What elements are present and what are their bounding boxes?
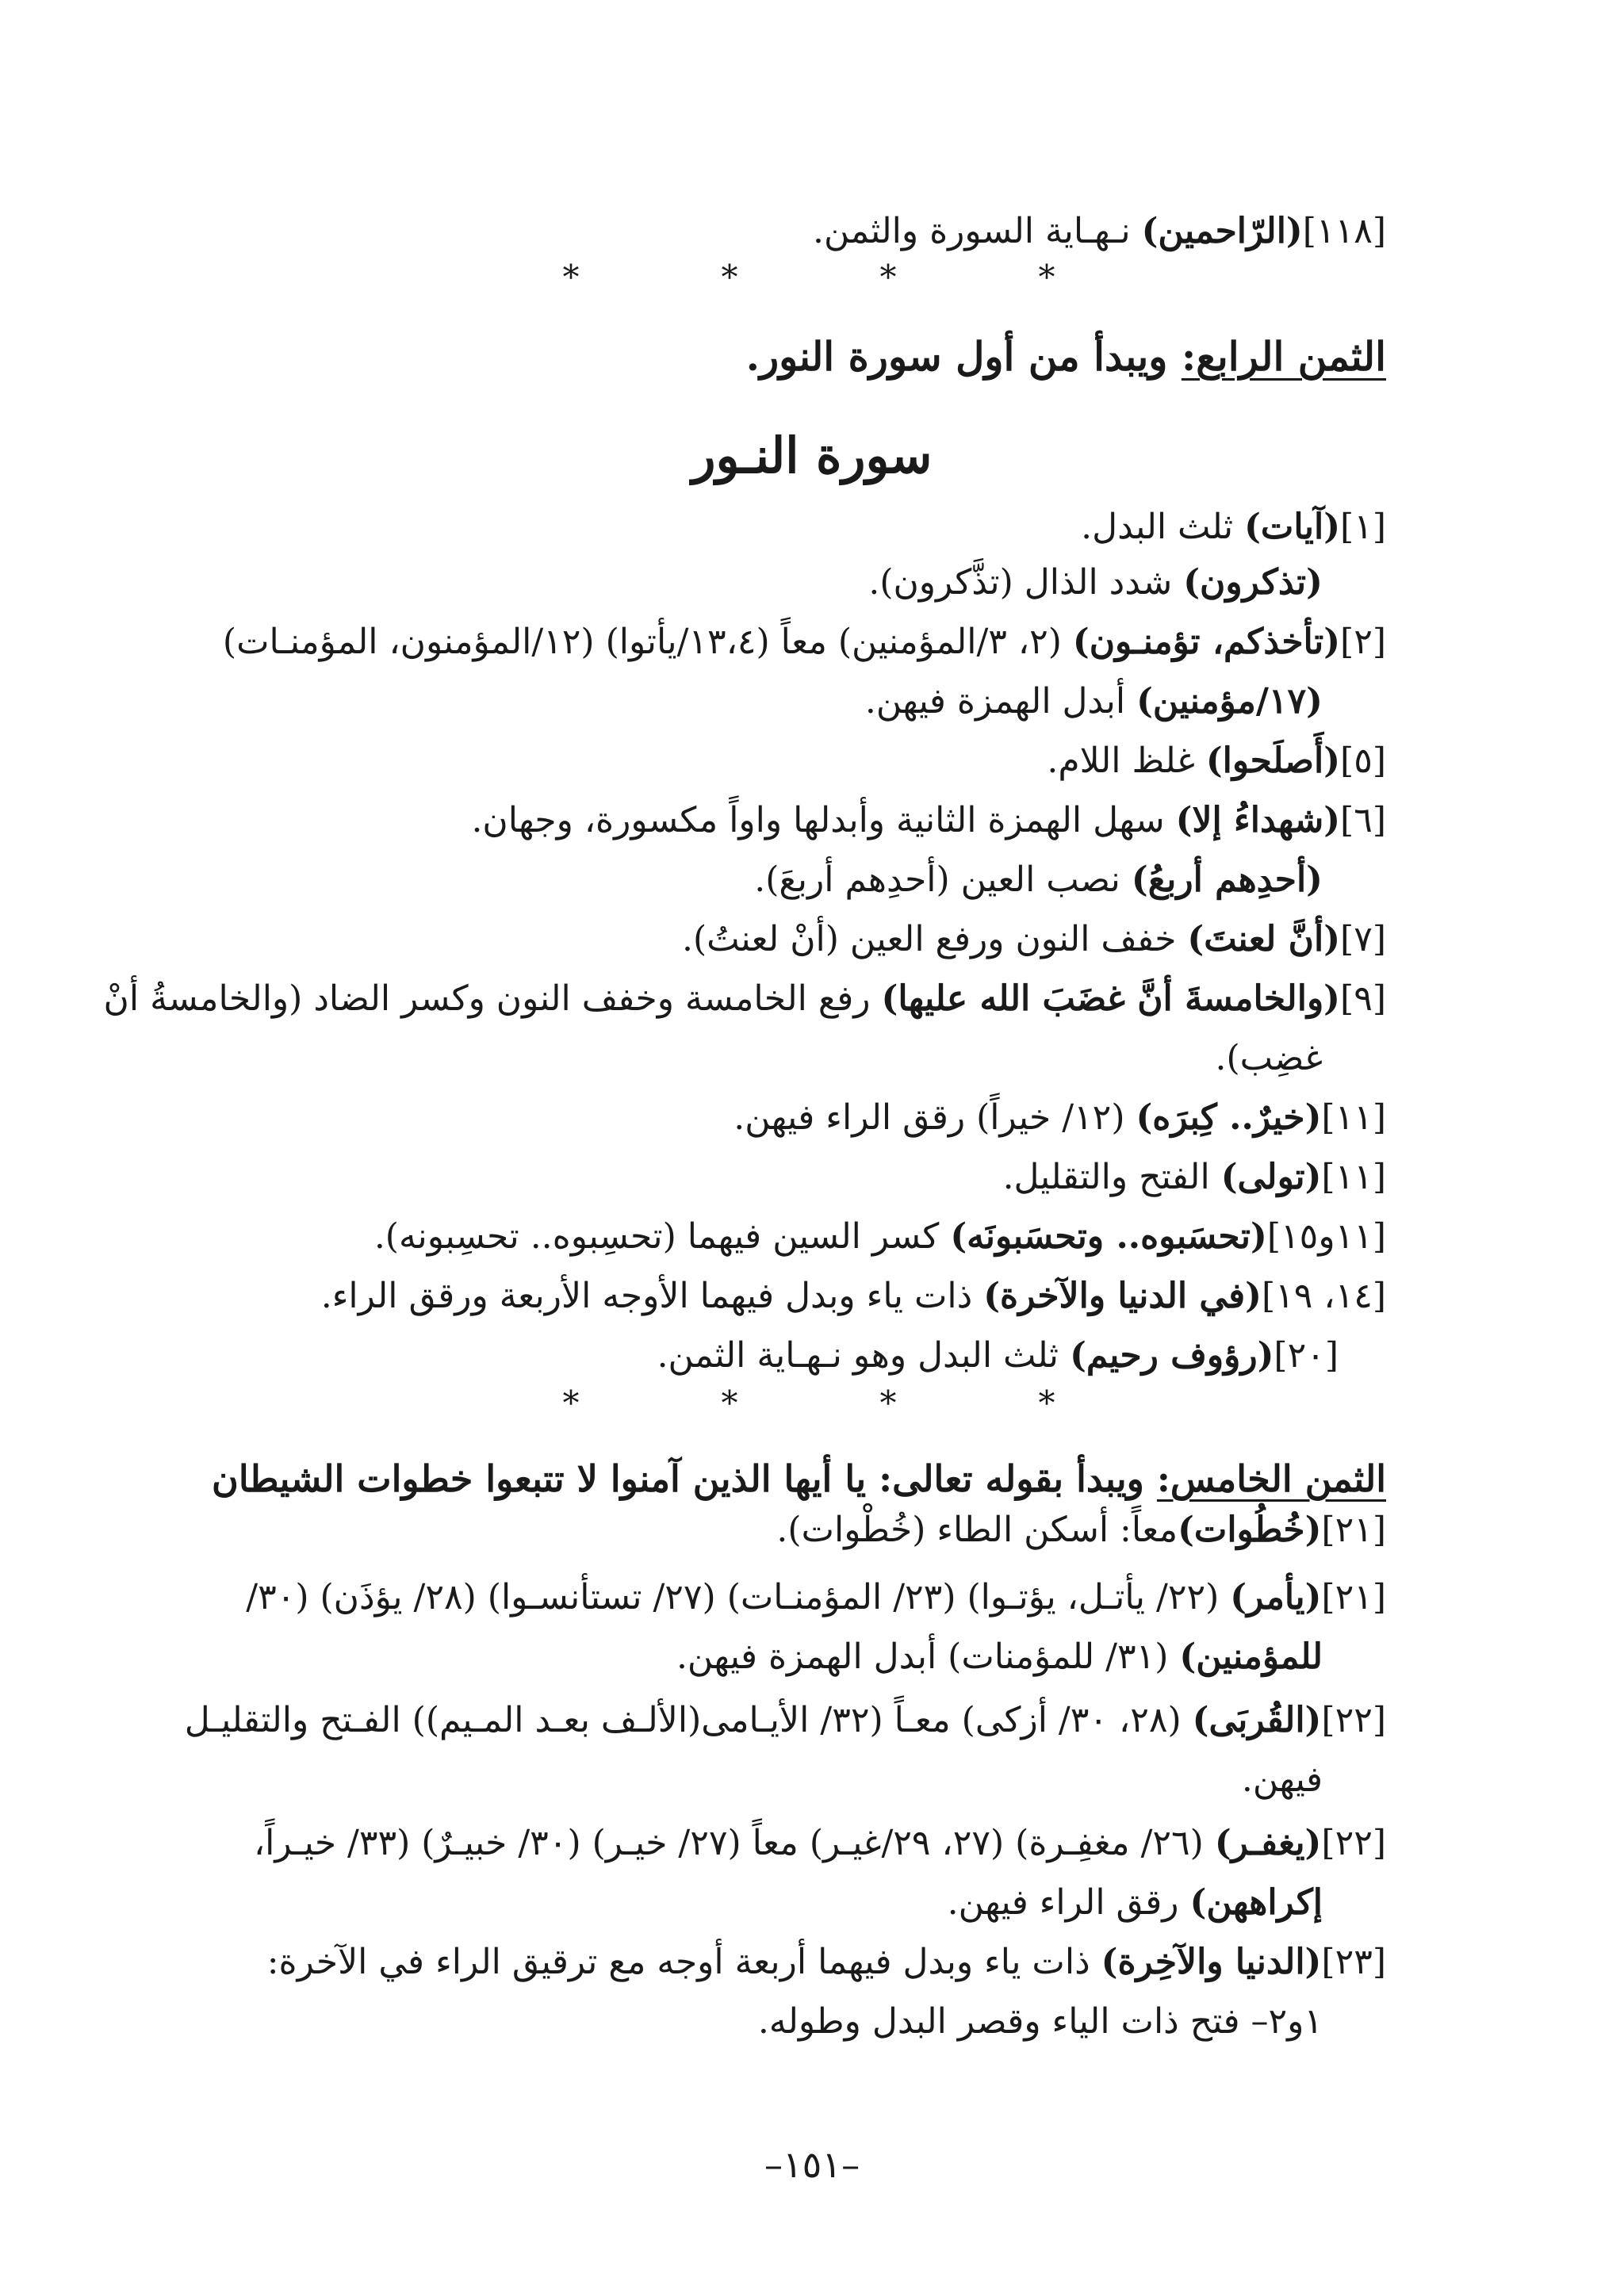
star: * xyxy=(721,258,738,297)
entry-continuation xyxy=(133,1756,1323,1804)
entry-ref: [٦] xyxy=(1340,800,1386,840)
entry-term: (١٧/مؤمنين) xyxy=(1136,681,1323,722)
star: * xyxy=(562,258,580,297)
entry-ref: [٢٢] xyxy=(1321,1700,1386,1740)
entry xyxy=(184,1697,1386,1744)
entry-note: ثلث البدل. xyxy=(1081,507,1234,547)
entry-term: (أنَّ لعنتَ) xyxy=(1187,919,1341,959)
entry xyxy=(197,1820,1386,1867)
entry-term: (والخامسةَ أنَّ غضَبَ الله عليها) xyxy=(881,978,1341,1019)
entry xyxy=(197,1273,1386,1320)
entry-ref: [١١و١٥] xyxy=(1266,1216,1386,1257)
entry xyxy=(133,678,1323,725)
entry-term: (أَصلَحوا) xyxy=(1205,741,1341,781)
entry xyxy=(197,1094,1386,1142)
entry-term: (تأخذكم، تؤمنـون) xyxy=(1072,622,1341,662)
entry-term: (في الدنيا والآخرة) xyxy=(983,1276,1262,1316)
entry xyxy=(103,975,1386,1023)
entry xyxy=(133,856,1323,904)
star: * xyxy=(879,1384,897,1422)
surah-title: سورة النـور xyxy=(691,427,933,484)
entry-ref: [٧] xyxy=(1340,919,1386,959)
page-number: –١٥١– xyxy=(764,2143,860,2186)
entry-term: (خُطُوات) xyxy=(1178,1510,1322,1550)
entry-ref: [٢٢] xyxy=(1321,1823,1386,1863)
entry-continuation xyxy=(133,1998,1323,2046)
entry-note: (٢٨، ٣٠/ أزكى) معـاً (٣٢/ الأيـامى(الألـف بعـد المـيم)) الفـتح والتقليـل xyxy=(184,1700,1182,1740)
entry-term: (يغفـر) xyxy=(1214,1823,1322,1863)
section-label: الثمن الخامس: xyxy=(1156,1457,1386,1500)
entry-note: (٢٦/ مغفِـرة) (٢٧، ٢٩/غيـر) معاً (٢٧/ خيـر) (٣٠/ خبيـرٌ) (٣٣/ خيـراً، xyxy=(253,1823,1204,1863)
entry-note: ذات ياء وبدل فيهما أربعة أوجه مع ترقيق الراء في الآخرة: xyxy=(266,1942,1090,1982)
entry-note: (٣١/ للمؤمنات) أبدل الهمزة فيهن. xyxy=(676,1636,1169,1677)
entry-term: (آيات) xyxy=(1244,507,1341,547)
entry xyxy=(197,1574,1386,1621)
star: * xyxy=(1038,258,1055,297)
entry xyxy=(197,1506,1386,1554)
entry-note: رفع الخامسة وخفف النون وكسر الضاد (والخامسةُ أنْ xyxy=(103,978,871,1019)
entry-118 xyxy=(197,208,1386,255)
entry-term: (أحدِهم أربعُ) xyxy=(1131,859,1323,900)
entry-term: (تولى) xyxy=(1220,1157,1322,1197)
entry-note: نـهـاية السورة والثمن. xyxy=(813,211,1131,251)
entry xyxy=(197,737,1386,785)
entry-ref: [٢٣] xyxy=(1321,1942,1386,1982)
entry-ref: [١١٨] xyxy=(1302,211,1386,251)
star: * xyxy=(721,1384,738,1422)
entry-term: (الدنيا والآخِرة) xyxy=(1101,1942,1322,1982)
entry xyxy=(197,503,1386,551)
entry-term: للمؤمنين) xyxy=(1179,1636,1323,1677)
entry-note: فيهن. xyxy=(1241,1759,1323,1800)
entry-term: (شهداءُ إلا) xyxy=(1175,800,1341,840)
entry-note: غلظ اللام. xyxy=(1047,741,1195,781)
entry-note: (٢، ٣/المؤمنين) معاً (١٣،٤/يأتوا) (١٢/المؤمنون، المؤمنـات) xyxy=(222,622,1062,662)
entry-ref: [٢٠] xyxy=(1274,1335,1339,1376)
entry-note: ثلث البدل وهو نـهـاية الثمن. xyxy=(657,1335,1059,1376)
star: * xyxy=(879,258,897,297)
entry-ref: [٢١] xyxy=(1321,1510,1386,1550)
entry xyxy=(149,1332,1339,1380)
section-text: ويبدأ بقوله تعالى: يا أيها الذين آمنوا لا تتبعوا خطوات الشيطان xyxy=(212,1457,1144,1500)
entry-note: أبدل الهمزة فيهن. xyxy=(864,681,1126,722)
entry-note: (١٢/ خيراً) رقق الراء فيهن. xyxy=(733,1097,1125,1138)
entry-note: كسر السين فيهما (تحسِبوه.. تحسِبونه). xyxy=(373,1216,940,1257)
entry xyxy=(197,1939,1386,1986)
entry xyxy=(133,1633,1323,1681)
entry xyxy=(133,559,1323,607)
entry-note: نصب العين (أحدِهم أربعَ). xyxy=(754,859,1120,900)
entry-note: خفف النون ورفع العين (أنْ لعنتُ). xyxy=(681,919,1177,959)
entry-term: (تذكرون) xyxy=(1183,562,1323,603)
entry-note: سهل الهمزة الثانية وأبدلها واواً مكسورة، وجهان. xyxy=(471,800,1165,840)
section-heading-5 xyxy=(197,1451,1386,1506)
entry-term: (خيرٌ.. كِبرَه) xyxy=(1136,1097,1322,1138)
entry-note: غضِب). xyxy=(1215,1038,1323,1078)
star: * xyxy=(562,1384,580,1422)
entry-note: ذات ياء وبدل فيهما الأوجه الأربعة ورقق الراء. xyxy=(320,1276,973,1316)
entry-ref: [١١] xyxy=(1321,1097,1386,1138)
section-separator xyxy=(555,258,1063,297)
entry-term: (القُربَى) xyxy=(1192,1700,1322,1740)
entry-ref: [٢١] xyxy=(1321,1577,1386,1617)
section-text: ويبدأ من أول سورة النور. xyxy=(745,333,1168,380)
entry-ref: [٥] xyxy=(1340,741,1386,781)
entry xyxy=(197,797,1386,844)
star: * xyxy=(1038,1384,1055,1422)
entry-ref: [١١] xyxy=(1321,1157,1386,1197)
entry-ref: [١] xyxy=(1340,507,1386,547)
entry-note: الفتح والتقليل. xyxy=(1002,1157,1210,1197)
entry-ref: [٢] xyxy=(1340,622,1386,662)
entry-note: شدد الذال (تذَّكرون). xyxy=(868,562,1173,603)
entry-ref: [١٤، ١٩] xyxy=(1261,1276,1386,1316)
entry-term: (تحسَبوه.. وتحسَبونَه) xyxy=(950,1216,1267,1257)
entry-note: رقق الراء فيهن. xyxy=(947,1882,1179,1923)
entry xyxy=(133,1879,1323,1927)
entry-note: معاً: أسكن الطاء (خُطْوات). xyxy=(776,1510,1178,1550)
entry-term: (رؤوف رحيم) xyxy=(1070,1335,1274,1376)
entry xyxy=(197,1154,1386,1201)
entry-term: (الرّاحمين) xyxy=(1141,211,1303,251)
entry xyxy=(197,1213,1386,1261)
entry-term: (يأمر) xyxy=(1230,1577,1322,1617)
entry-ref: [٩] xyxy=(1340,978,1386,1019)
entry-note: (٢٢/ يأتـل، يؤتـوا) (٢٣/ المؤمنـات) (٢٧/ تستأنسـوا) (٢٨/ يؤذَن) (٣٠/ xyxy=(246,1577,1220,1617)
section-separator xyxy=(555,1384,1063,1423)
entry-term: إكراههن) xyxy=(1189,1882,1323,1923)
section-heading-4 xyxy=(197,329,1386,385)
entry xyxy=(197,618,1386,666)
section-label: الثمن الرابع: xyxy=(1181,333,1386,380)
entry-continuation xyxy=(133,1035,1323,1082)
entry-note: ١و٢– فتح ذات الياء وقصر البدل وطوله. xyxy=(757,2001,1323,2042)
entry xyxy=(197,916,1386,963)
